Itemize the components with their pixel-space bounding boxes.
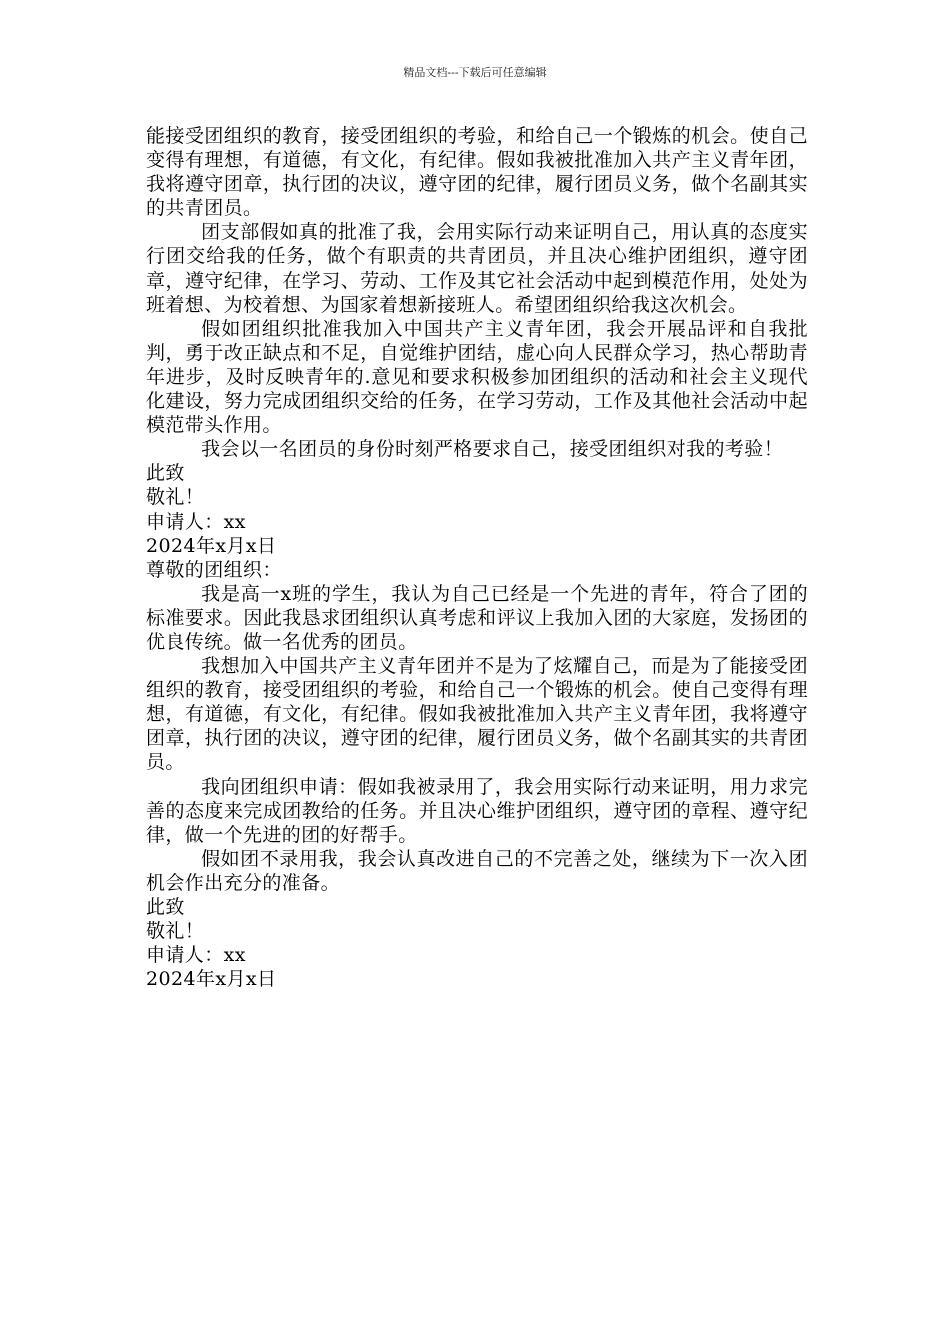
paragraph: 团支部假如真的批准了我，会用实际行动来证明自己，用认真的态度实行团交给我的任务，做个有职责的共青团员，并且决心维护团组织，遵守团章，遵守纪律，在学习、劳动、工作及其它社会活动中起到模范作用，处处为班着想、为校着想、为国家着想新接班人。希望团组织给我这次机会。 [146,221,808,316]
date-line: 2024年x月x日 [146,534,277,557]
date-line: 2024年x月x日 [146,968,277,991]
document-body [146,124,808,991]
greeting-line: 尊敬的团组织： [146,558,282,581]
salutation-line: 此致 [146,462,185,485]
salutation-line: 此致 [146,896,185,918]
paragraph: 我向团组织申请：假如我被录用了，我会用实际行动来证明，用力求完善的态度来完成团教给的任务。并且决心维护团组织，遵守团的章程、遵守纪律，做一个先进的团的好帮手。 [146,775,808,846]
salutation-line: 敬礼！ [146,486,205,509]
salutation-line: 敬礼！ [146,920,205,943]
paragraph: 能接受团组织的教育，接受团组织的考验，和给自己一个锻炼的机会。使自己变得有理想，有道德，有文化，有纪律。假如我被批准加入共产主义青年团，我将遵守团章，执行团的决议，遵守团的纪律，履行团员义务，做个名副其实的共青团员。 [146,125,808,220]
applicant-line: 申请人：xx [146,510,246,533]
paragraph: 假如团组织批准我加入中国共产主义青年团，我会开展品评和自我批判，勇于改正缺点和不足，自觉维护团结，虚心向人民群众学习，热心帮助青年进步，及时反映青年的.意见和要求积极参加团组织的活动和社会主义现代化建设，努力完成团组织交给的任务，在学习劳动，工作及其他社会活动中起模范带头作用。 [146,317,808,437]
paragraph: 我会以一名团员的身份时刻严格要求自己，接受团组织对我的考验！ [201,438,784,461]
applicant-line: 申请人：xx [146,944,246,967]
paragraph: 我想加入中国共产主义青年团并不是为了炫耀自己，而是为了能接受团组织的教育，接受团组织的考验，和给自己一个锻炼的机会。使自己变得有理想，有道德，有文化，有纪律。假如我被批准加入共产主义青年团，我将遵守团章，执行团的决议，遵守团的纪律，履行团员义务，做个名副其实的共青团员。 [146,655,808,774]
paragraph: 我是高一x班的学生，我认为自己已经是一个先进的青年，符合了团的标准要求。因此我恳求团组织认真考虑和评议上我加入团的大家庭，发扬团的优良传统。做一名优秀的团员。 [146,582,808,653]
paragraph: 假如团不录用我，我会认真改进自己的不完善之处，继续为下一次入团机会作出充分的准备。 [146,847,808,894]
page-header: 精品文档---下载后可任意编辑 [403,66,547,79]
